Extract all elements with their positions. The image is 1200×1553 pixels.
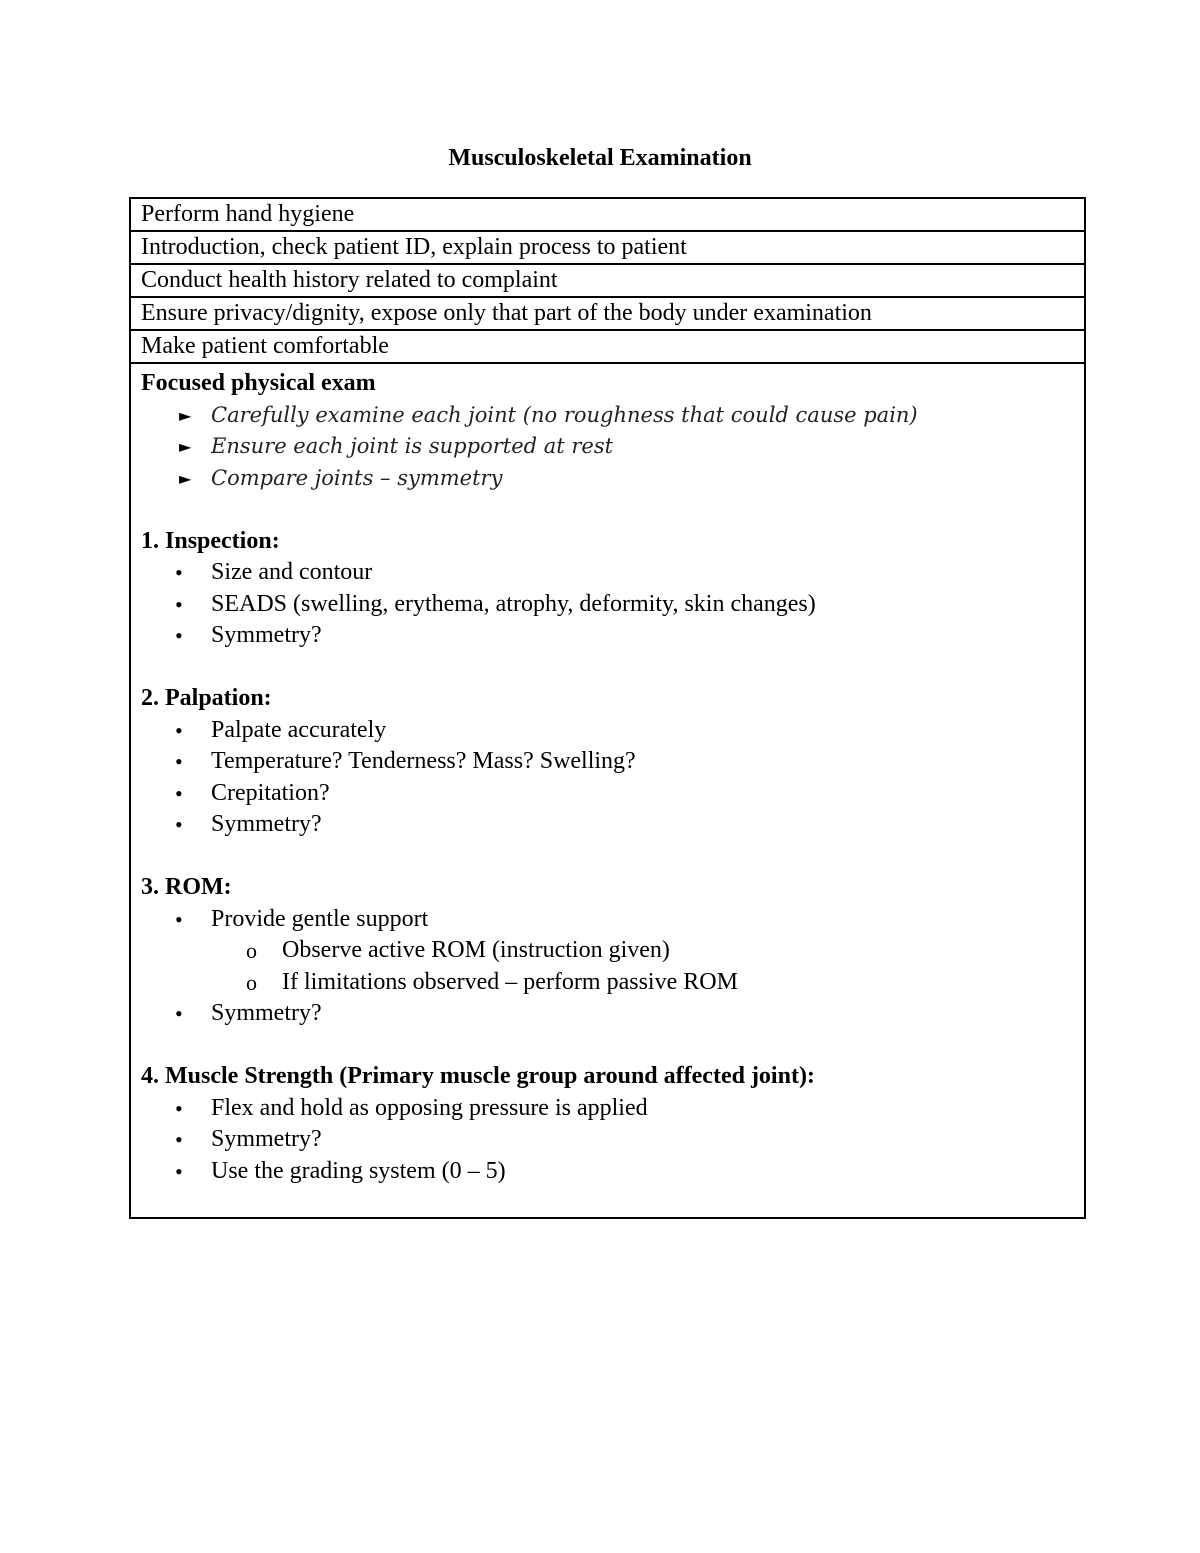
arrow-icon: ►: [179, 437, 192, 456]
list-item: • Use the grading system (0 – 5): [141, 1156, 1074, 1188]
list-item: • Symmetry?: [141, 809, 1074, 841]
exam-tip: ► Compare joints – symmetry: [141, 463, 1074, 495]
muscle-strength-list: [141, 1093, 1074, 1188]
checklist-row-hand-hygiene: Perform hand hygiene: [131, 199, 1084, 232]
palpation-heading: 2. Palpation:: [141, 685, 272, 711]
exam-tip: ► Carefully examine each joint (no roughness that could cause pain): [141, 400, 1074, 432]
palpation-list: [141, 715, 1074, 841]
list-item: • SEADS (swelling, erythema, atrophy, deformity, skin changes): [141, 589, 1074, 621]
sub-list-item: o If limitations observed – perform passive ROM: [141, 967, 1074, 999]
bullet-icon: •: [175, 1127, 183, 1152]
rom-heading: 3. ROM:: [141, 874, 232, 900]
bullet-icon: •: [175, 906, 183, 932]
rom-list: [141, 904, 1074, 936]
list-item: • Palpate accurately: [141, 715, 1074, 747]
checklist-row-introduction: Introduction, check patient ID, explain process to patient: [131, 232, 1084, 265]
arrow-icon: ►: [179, 468, 192, 488]
inspection-heading: 1. Inspection:: [141, 527, 280, 554]
list-item: • Flex and hold as opposing pressure is applied: [141, 1093, 1074, 1125]
arrow-icon: ►: [179, 405, 192, 425]
bullet-icon: •: [175, 591, 183, 617]
focused-exam-heading: Focused physical exam: [141, 370, 376, 396]
circle-bullet-icon: o: [246, 938, 257, 963]
rom-list-continued: [141, 998, 1074, 1030]
inspection-list: [141, 557, 1074, 652]
list-item: • Temperature? Tenderness? Mass? Swelling?: [141, 746, 1074, 778]
circle-bullet-icon: o: [246, 969, 257, 995]
muscle-strength-heading: 4. Muscle Strength (Primary muscle group around affected joint):: [141, 1063, 815, 1089]
rom-sub-list: [141, 935, 1074, 998]
list-item: • Crepitation?: [141, 778, 1074, 810]
exam-tips-list: [141, 400, 1074, 495]
bullet-icon: •: [175, 1095, 183, 1121]
bullet-icon: •: [175, 1001, 183, 1026]
list-item: • Symmetry?: [141, 1124, 1074, 1156]
checklist-row-privacy: Ensure privacy/dignity, expose only that part of the body under examination: [131, 298, 1084, 331]
bullet-icon: •: [175, 1158, 183, 1184]
bullet-icon: •: [175, 780, 183, 806]
page-title: Musculoskeletal Examination: [448, 145, 752, 171]
exam-tip: ► Ensure each joint is supported at rest: [141, 431, 1074, 463]
checklist-row-health-history: Conduct health history related to complaint: [131, 265, 1084, 298]
list-item: • Size and contour: [141, 557, 1074, 589]
checklist-row-comfort: Make patient comfortable: [131, 331, 1084, 364]
bullet-icon: •: [175, 717, 183, 743]
list-item: • Symmetry?: [141, 998, 1074, 1030]
focused-exam-cell: [131, 364, 1084, 1217]
bullet-icon: •: [175, 749, 183, 774]
bullet-icon: •: [175, 812, 183, 837]
bullet-icon: •: [175, 623, 183, 648]
list-item: • Symmetry?: [141, 620, 1074, 652]
exam-checklist-table: [129, 197, 1086, 1219]
bullet-icon: •: [175, 560, 183, 585]
list-item: • Provide gentle support: [141, 904, 1074, 936]
sub-list-item: o Observe active ROM (instruction given): [141, 935, 1074, 967]
